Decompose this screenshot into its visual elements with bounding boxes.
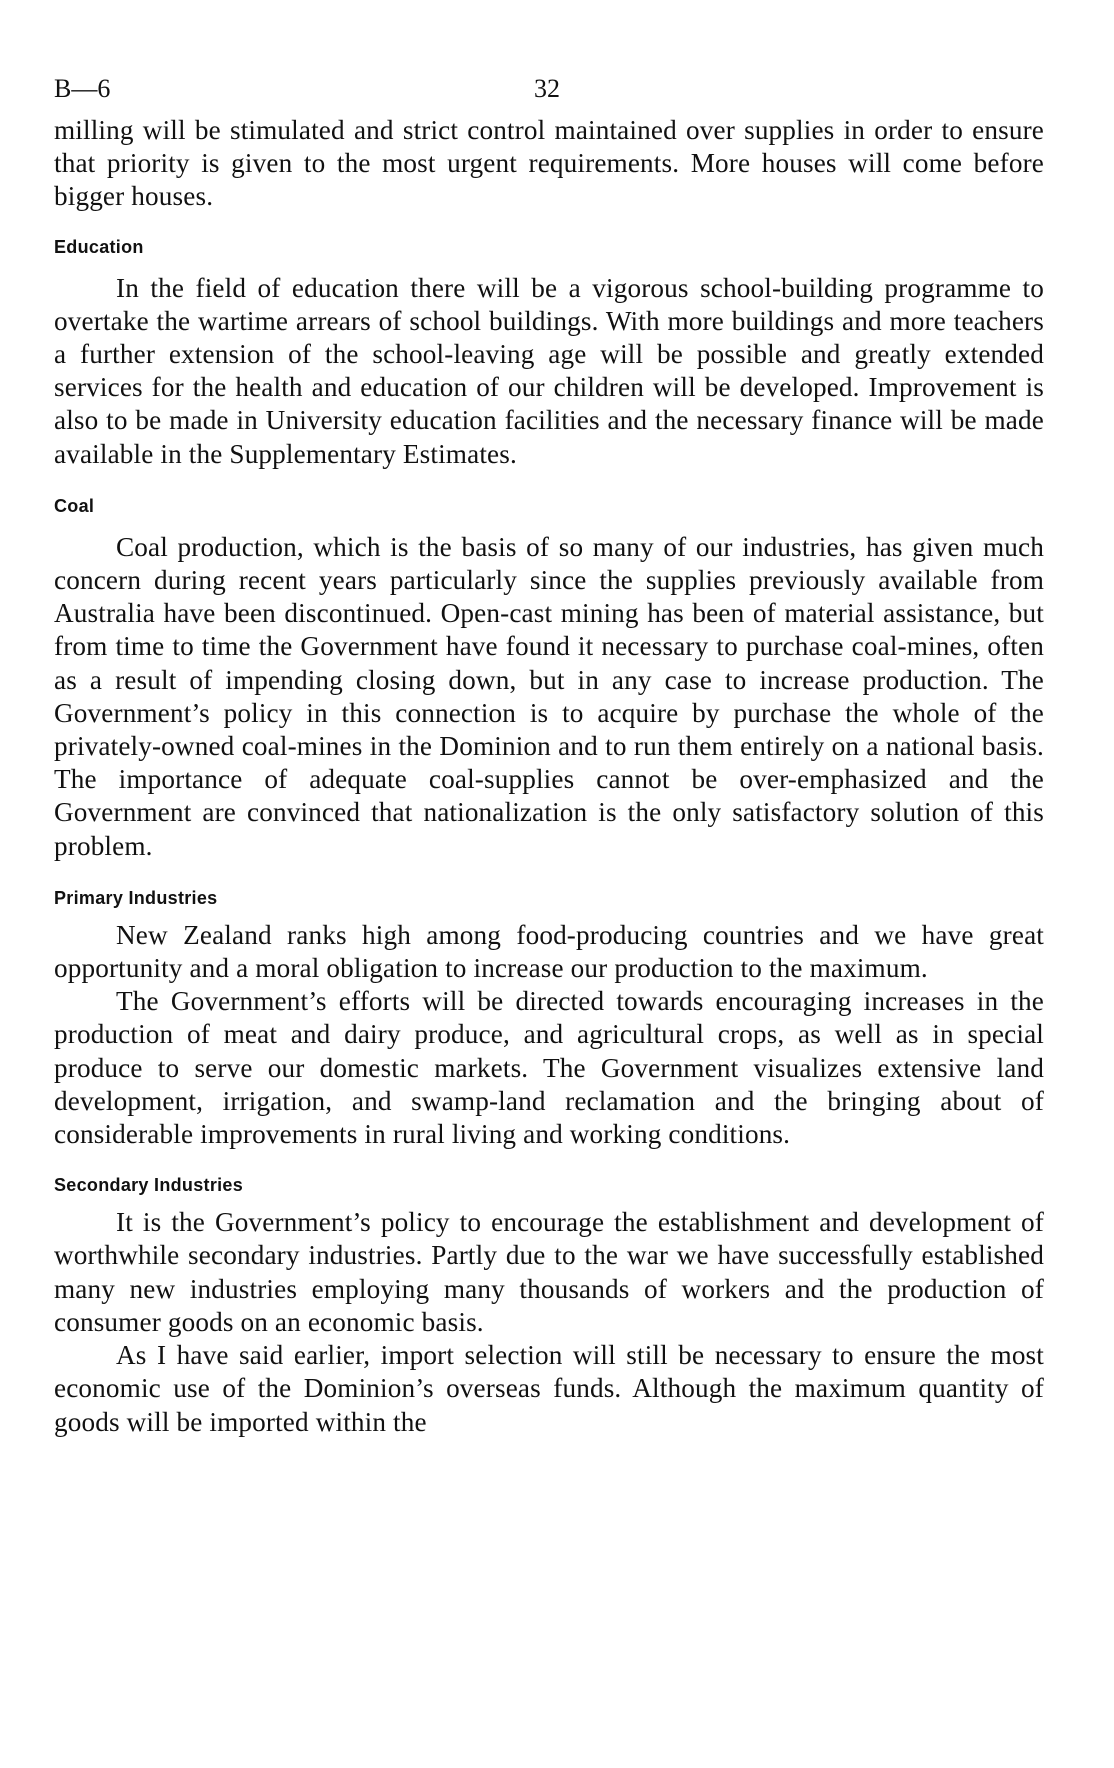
section-heading-primary-industries: Primary Industries bbox=[54, 887, 218, 908]
page-number: 32 bbox=[534, 74, 560, 103]
education-paragraph: In the field of education there will be a vigorous school-building programme to overtake the wartime arrears of school buildings. With more buildings and more teachers a further extension of the school-leaving age will be possible and greatly extended services for the health and education of our children will be developed. Improvement is also to be made in University education facilities and the necessary finance will be made available in the Supplementary Estimates. bbox=[54, 272, 1044, 469]
document-code: B—6 bbox=[54, 74, 111, 103]
secondary-industries-paragraph-1: It is the Government’s policy to encourage the establishment and development of worthwhile secondary industries. Partly due to the war we have successfully established many new industries employing many thousands of workers and the production of consumer goods on an economic basis. bbox=[54, 1207, 1044, 1337]
section-heading-education: Education bbox=[54, 236, 144, 257]
primary-industries-paragraph-2: The Government’s efforts will be directed towards encouraging increases in the production of meat and dairy produce, and agricultural crops, as well as in special produce to serve our domestic markets. The Government visualizes extensive land development, irrigation, and swamp-land reclamation and the bringing about of considerable improvements in rural living and working conditions. bbox=[54, 986, 1044, 1150]
page-header bbox=[54, 74, 1044, 114]
section-heading-coal: Coal bbox=[54, 495, 95, 516]
intro-paragraph: milling will be stimulated and strict control maintained over supplies in order to ensure that priority is given to the most urgent requirements. More houses will come before bigger houses. bbox=[54, 115, 1044, 212]
document-page bbox=[54, 74, 1044, 1439]
section-heading-secondary-industries: Secondary Industries bbox=[54, 1175, 244, 1196]
coal-paragraph: Coal production, which is the basis of so many of our industries, has given much concern during recent years particularly since the supplies previously available from Australia have been discontinued. Open-cast mining has been of material assistance, but from time to time the Government have found it necessary to purchase coal-mines, often as a result of impending closing down, but in any case to increase production. The Government’s policy in this connection is to acquire by purchase the whole of the privately-owned coal-mines in the Dominion and to run them entirely on a national basis. The importance of adequate coal-supplies cannot be over-emphasized and the Government are convinced that nationalization is the only satisfactory solution of this problem. bbox=[54, 531, 1044, 861]
secondary-industries-paragraph-2: As I have said earlier, import selection will still be necessary to ensure the most economic use of the Dominion’s overseas funds. Although the maximum quantity of goods will be imported within the bbox=[54, 1340, 1044, 1437]
primary-industries-paragraph-1: New Zealand ranks high among food-producing countries and we have great opportunity and a moral obligation to increase our production to the maximum. bbox=[54, 919, 1044, 984]
